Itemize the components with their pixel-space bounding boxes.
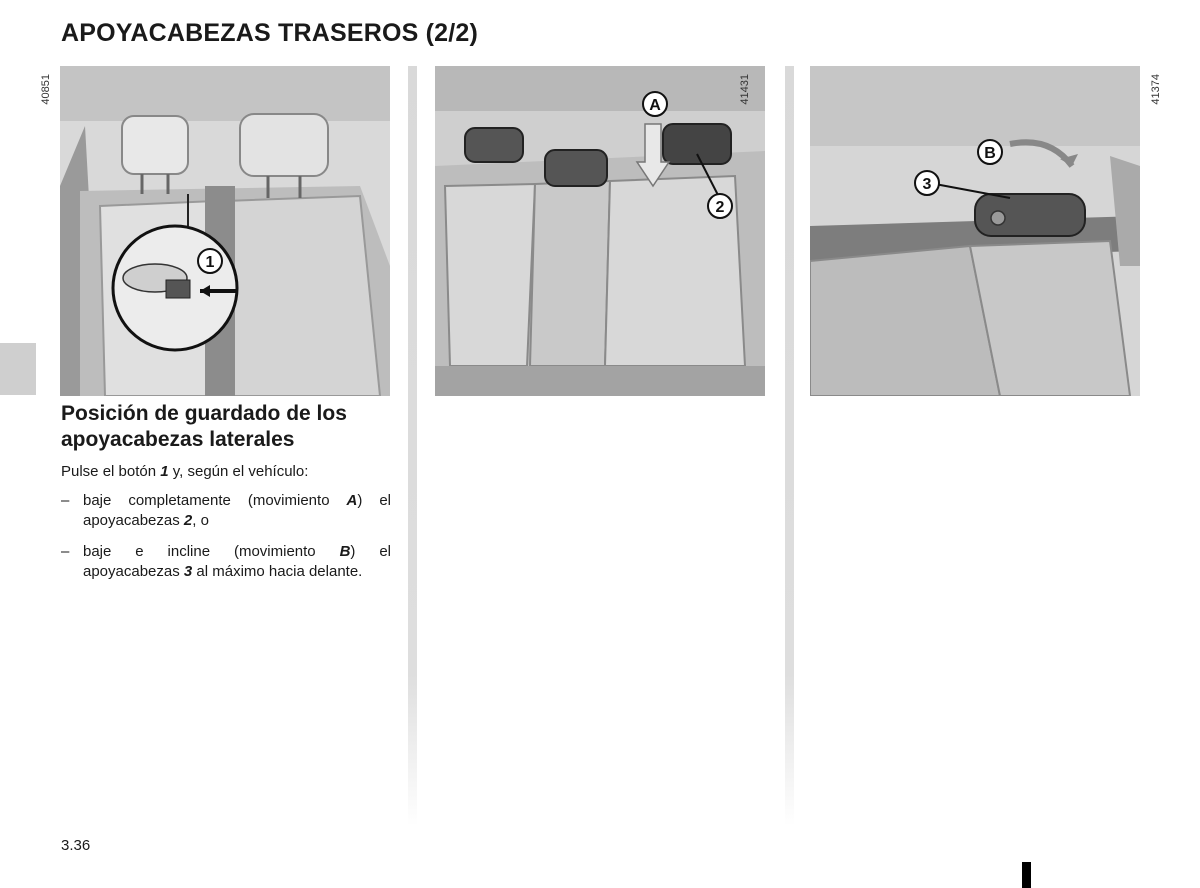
callout-A-label: A xyxy=(649,97,661,114)
column-divider xyxy=(785,66,794,826)
list-dash: – xyxy=(61,492,70,509)
callout-3-label: 3 xyxy=(922,176,932,193)
section-heading: Posición de guardado de los apoyacabezas laterales xyxy=(61,402,347,451)
figure-code: 41431 xyxy=(739,74,751,105)
page-title: APOYACABEZAS TRASEROS (2/2) xyxy=(61,19,479,47)
list-item: – baje e incline (movimiento B) el apoyacabezas 3 al máximo hacia delante. xyxy=(61,543,391,580)
figure-tilt-headrest xyxy=(810,66,1140,396)
callout-1-label: 1 xyxy=(205,254,215,271)
instruction-list xyxy=(61,491,391,593)
end-of-section-mark xyxy=(1022,862,1031,888)
figure-lower-headrest xyxy=(435,66,765,396)
page-number: 3.36 xyxy=(61,837,91,854)
figure-headrest-button xyxy=(60,66,390,396)
figure-3-illustration xyxy=(810,66,1140,396)
intro-paragraph: Pulse el botón 1 y, según el vehículo: xyxy=(61,463,309,480)
list-dash: – xyxy=(61,543,70,560)
figure-2-illustration xyxy=(435,66,765,396)
callout-B-label: B xyxy=(984,145,996,162)
figure-code: 41374 xyxy=(1150,74,1162,105)
callout-2-label: 2 xyxy=(715,199,725,216)
figure-code: 40851 xyxy=(40,74,52,105)
figure-1-illustration xyxy=(60,66,390,396)
chapter-tab xyxy=(0,343,36,395)
list-item: – baje completamente (movimiento A) el apoyacabezas 2, o xyxy=(61,492,391,529)
column-divider xyxy=(408,66,417,826)
